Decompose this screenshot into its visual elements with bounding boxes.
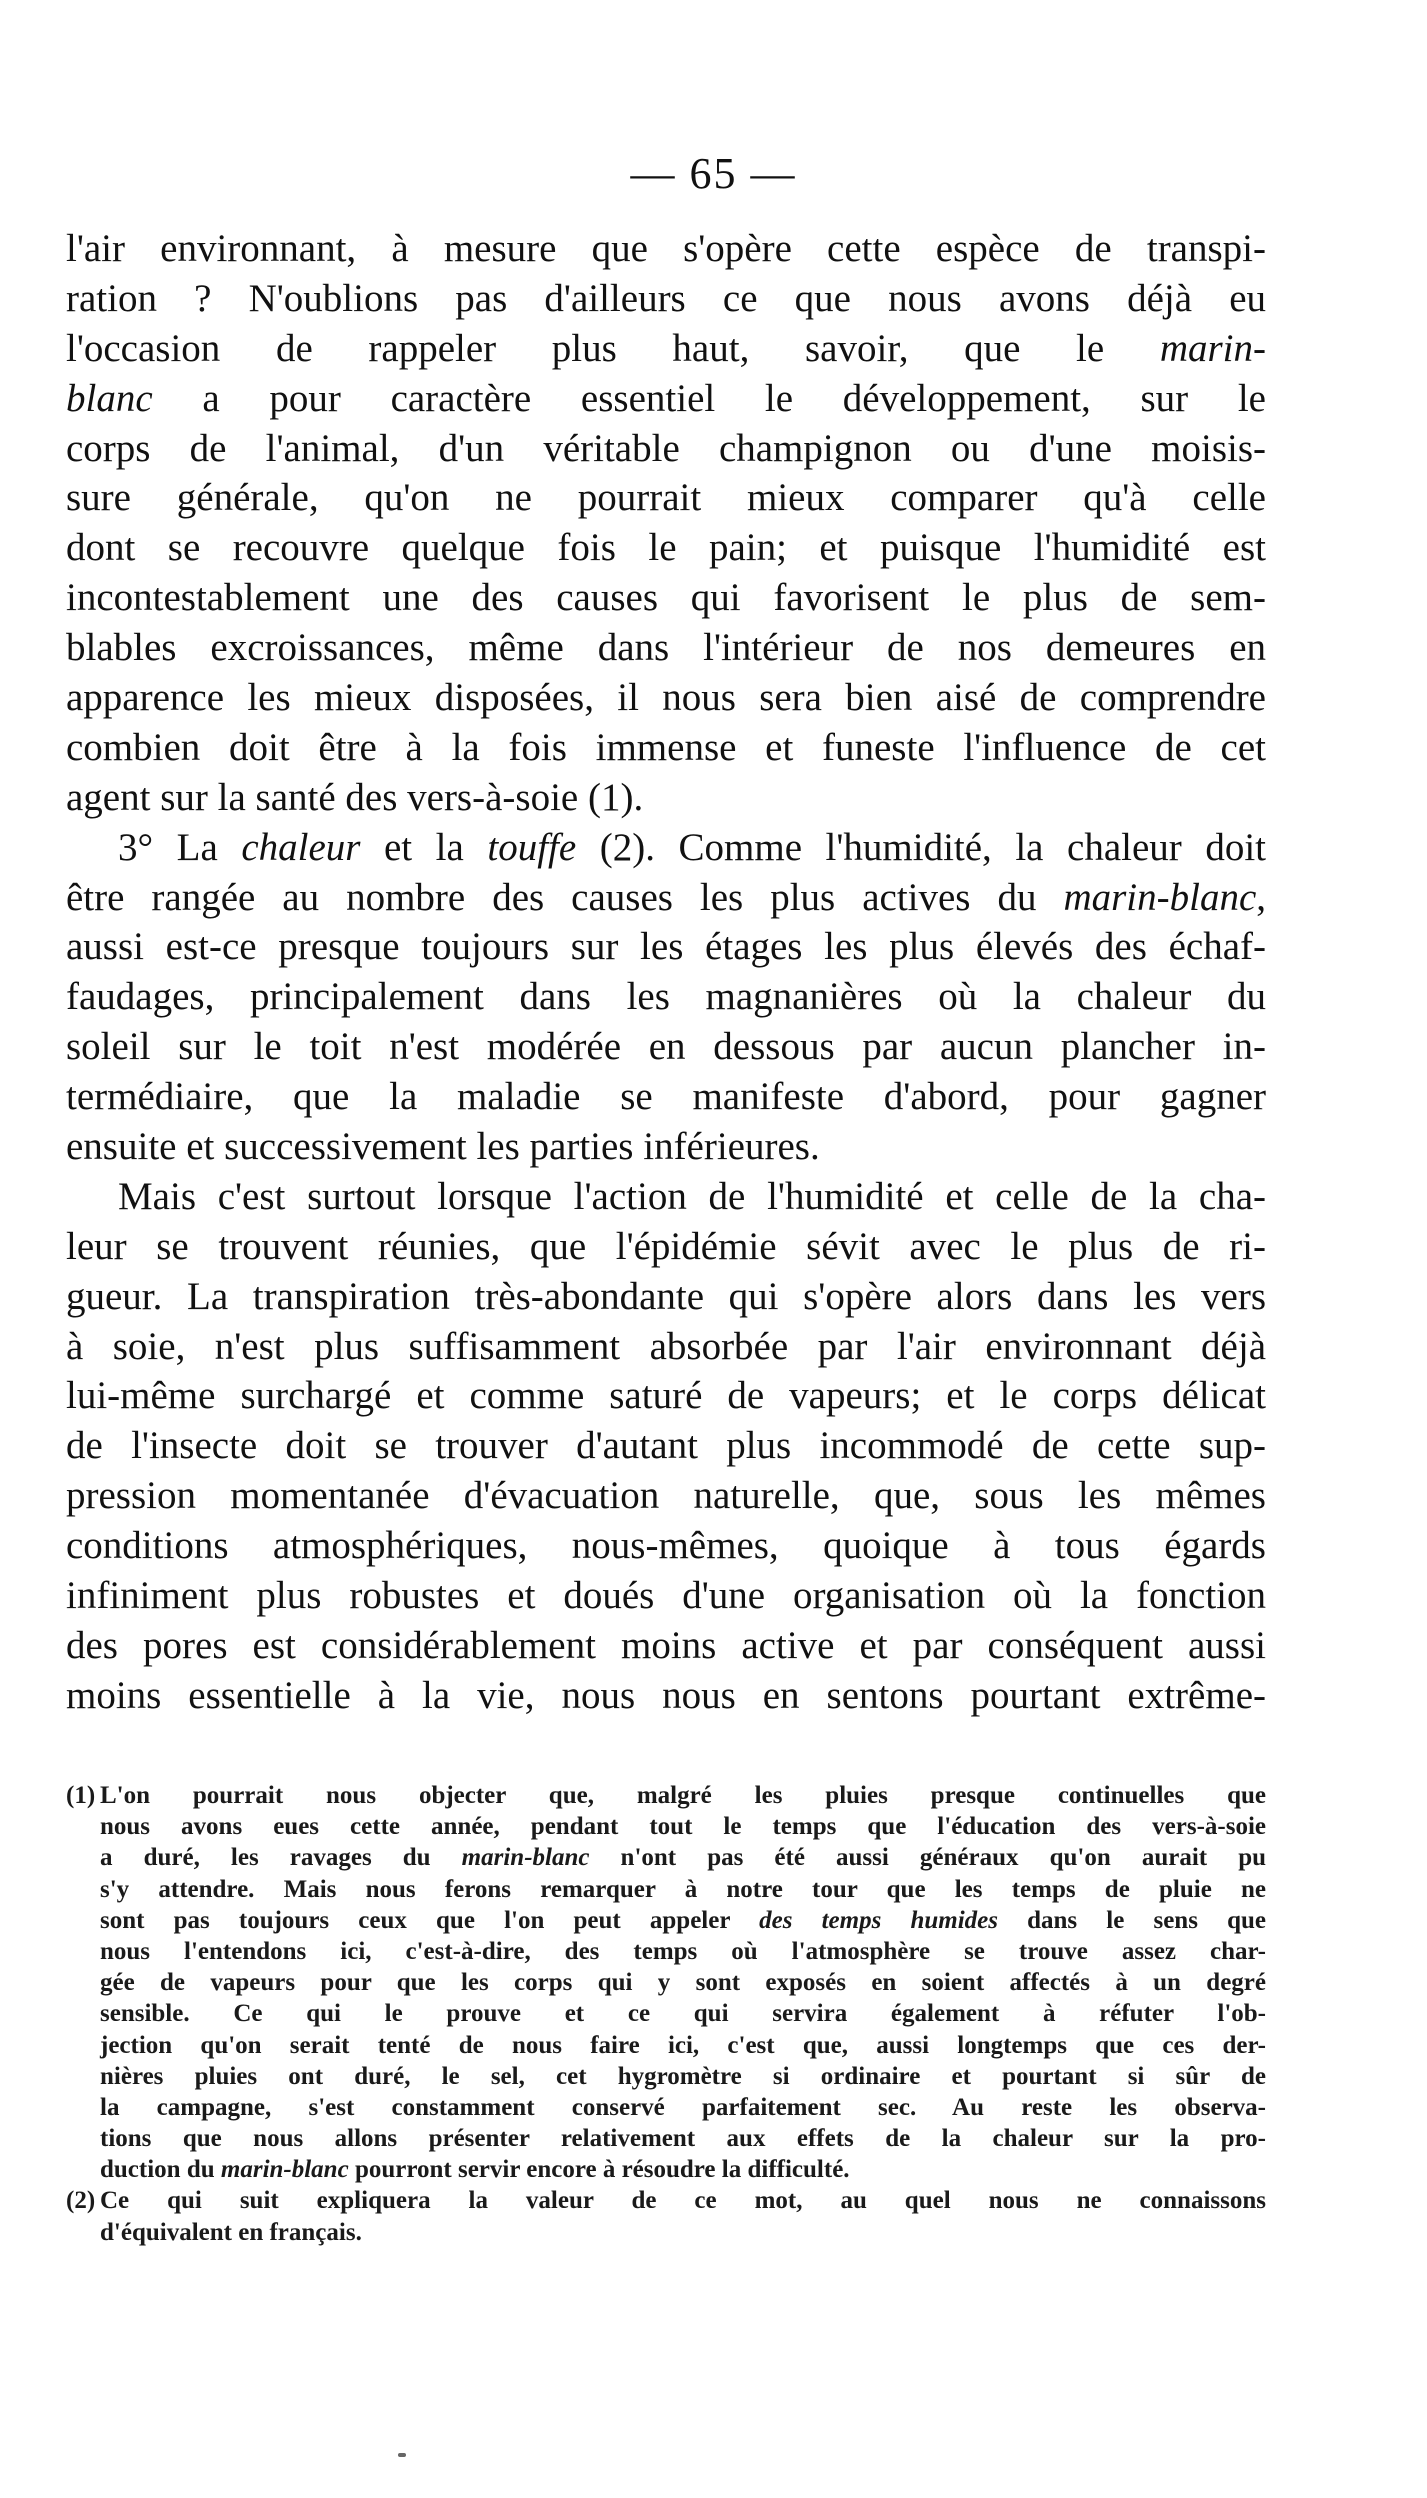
text-line: dont se recouvre quelque fois le pain; et puisque l'humidité est [66, 526, 1266, 570]
footnotes [66, 1780, 1266, 2248]
footnote-marker: (2) [66, 2187, 96, 2215]
text-line: termédiaire, que la maladie se manifeste d'abord, pour gagner [66, 1075, 1266, 1119]
text-line: combien doit être à la fois immense et funeste l'influence de cet [66, 725, 1266, 769]
text-line: à soie, n'est plus suffisamment absorbée par l'air environnant déjà [66, 1324, 1266, 1368]
text-line: ensuite et successivement les parties inférieures. [66, 1125, 820, 1169]
footnote-1 [66, 1780, 1266, 2185]
text-line: conditions atmosphériques, nous-mêmes, quoique à tous égards [66, 1524, 1266, 1568]
italic-term: marin- [1159, 326, 1266, 370]
italic-term: marin-blanc [220, 2156, 349, 2184]
text-line: apparence les mieux disposées, il nous sera bien aisé de comprendre [66, 676, 1266, 720]
text-line: moins essentielle à la vie, nous nous en sentons pourtant extrême- [66, 1673, 1266, 1717]
footnote-line: duction du marin-blanc pourront servir encore à résoudre la difficulté. [100, 2156, 850, 2184]
text-line: leur se trouvent réunies, que l'épidémie sévit avec le plus de ri- [66, 1224, 1266, 1268]
footnote-line: jection qu'on serait tenté de nous faire ici, c'est que, aussi longtemps que ces der- [100, 2031, 1266, 2059]
italic-term: des temps humides [759, 1906, 998, 1934]
body-text [66, 224, 1266, 1721]
text-line: infiniment plus robustes et doués d'une organisation où la fonction [66, 1574, 1266, 1618]
italic-term: blanc [66, 376, 153, 420]
footnote-line: gée de vapeurs pour que les corps qui y sont exposés en soient affectés à un degré [100, 1969, 1266, 1997]
footnote-line: sensible. Ce qui le prouve et ce qui servira également à réfuter l'ob- [100, 2000, 1266, 2028]
text-line: sure générale, qu'on ne pourrait mieux comparer qu'à celle [66, 476, 1266, 520]
footnote-line: d'équivalent en français. [100, 2218, 362, 2246]
text-line: l'air environnant, à mesure que s'opère cette espèce de transpi- [66, 227, 1266, 270]
italic-term: chaleur [241, 825, 361, 869]
text-line: de l'insecte doit se trouver d'autant plus incommodé de cette sup- [66, 1424, 1266, 1468]
scan-speck [398, 2453, 406, 2457]
footnote-line: la campagne, s'est constamment conservé parfaitement sec. Au reste les observa- [100, 2093, 1266, 2121]
text-line: agent sur la santé des vers-à-soie (1). [66, 775, 644, 819]
footnote-marker: (1) [66, 1782, 96, 1809]
text-line: gueur. La transpiration très-abondante qui s'opère alors dans les vers [66, 1274, 1266, 1318]
text-line: aussi est-ce presque toujours sur les étages les plus élevés des échaf- [66, 925, 1266, 969]
italic-term: touffe [487, 825, 577, 869]
footnote-line: tions que nous allons présenter relativement aux effets de la chaleur sur la pro- [100, 2125, 1266, 2153]
footnote-line: nous avons eues cette année, pendant tout le temps que l'éducation des vers-à-soie [100, 1813, 1266, 1841]
text-line: corps de l'animal, d'un véritable champignon ou d'une moisis- [66, 426, 1266, 470]
footnote-line: (2) Ce qui suit expliquera la valeur de ce mot, au quel nous ne connaissons [66, 2185, 1266, 2216]
text-line: pression momentanée d'évacuation naturelle, que, sous les mêmes [66, 1474, 1266, 1518]
footnote-line: nières pluies ont duré, le sel, cet hygromètre si ordinaire et pourtant si sûr de [100, 2062, 1266, 2090]
page-number: — 65 — [630, 149, 797, 198]
footnote-line: s'y attendre. Mais nous ferons remarquer à notre tour que les temps de pluie ne [100, 1875, 1266, 1903]
text-line: blanc a pour caractère essentiel le développement, sur le [66, 376, 1266, 420]
text-line: blables excroissances, même dans l'intérieur de nos demeures en [66, 626, 1266, 670]
italic-term: marin-blanc [461, 1844, 590, 1872]
text-line: des pores est considérablement moins active et par conséquent aussi [66, 1623, 1266, 1667]
text-line: être rangée au nombre des causes les plus actives du marin-blanc, [66, 875, 1266, 919]
footnote-line: (1) L'on pourrait nous objecter que, malgré les pluies presque continuelles que [66, 1780, 1266, 1811]
text-line: faudages, principalement dans les magnanières où la chaleur du [66, 975, 1266, 1019]
text-line: l'occasion de rappeler plus haut, savoir, que le marin- [66, 326, 1266, 370]
text-line: incontestablement une des causes qui favorisent le plus de sem- [66, 576, 1266, 620]
footnote-2 [66, 2185, 1266, 2247]
footnote-line: a duré, les ravages du marin-blanc n'ont pas été aussi généraux qu'on aurait pu [100, 1844, 1267, 1872]
text-line: lui-même surchargé et comme saturé de vapeurs; et le corps délicat [66, 1374, 1266, 1418]
section-heading-line: 3° La chaleur et la touffe (2). Comme l'humidité, la chaleur doit [118, 825, 1266, 869]
text-line: soleil sur le toit n'est modérée en dessous par aucun plancher in- [66, 1025, 1266, 1069]
footnote-line: nous l'entendons ici, c'est-à-dire, des temps où l'atmosphère se trouve assez char- [100, 1937, 1266, 1965]
text-line: ration ? N'oublions pas d'ailleurs ce que nous avons déjà eu [66, 276, 1266, 320]
italic-term: marin-blanc [1063, 875, 1257, 919]
footnote-line: sont pas toujours ceux que l'on peut appeler des temps humides dans le sens que [100, 1906, 1266, 1934]
text-line: Mais c'est surtout lorsque l'action de l'humidité et celle de la cha- [118, 1174, 1266, 1218]
